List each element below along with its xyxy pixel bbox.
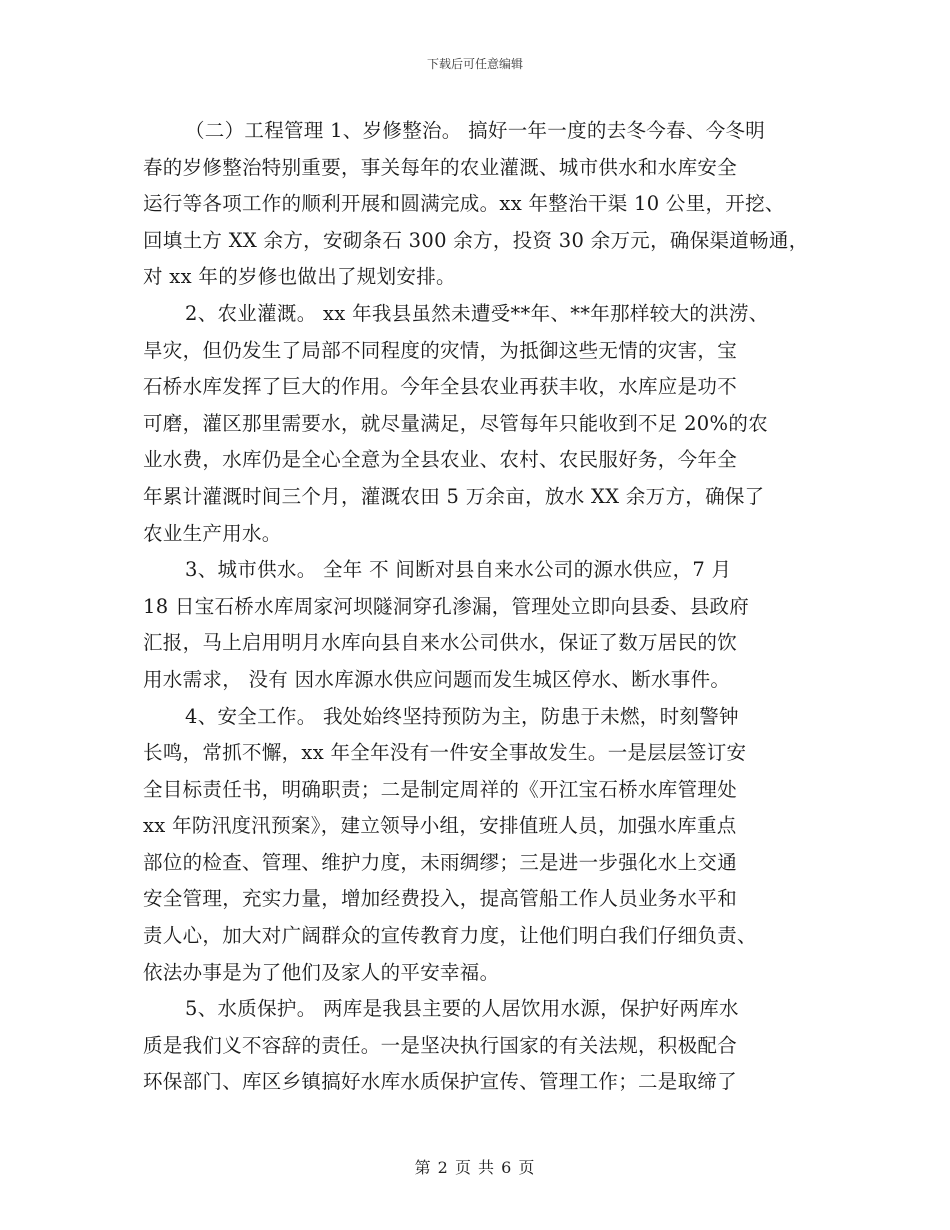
- text-line: 5、水质保护。 两库是我县主要的人居饮用水源，保护好两库水: [185, 997, 739, 1021]
- text-line: 依法办事是为了他们及家人的平安幸福。: [143, 960, 500, 984]
- text-line: 对 xx 年的岁修也做出了规划安排。: [143, 265, 456, 289]
- text-line: 环保部门、库区乡镇搞好水库水质保护宣传、管理工作；二是取缔了: [143, 1070, 738, 1094]
- text-line: 农业生产用水。: [143, 521, 282, 545]
- text-line: 年累计灌溉时间三个月，灌溉农田 5 万余亩，放水 XX 余万方，确保了: [143, 484, 765, 508]
- text-line: 4、安全工作。 我处始终坚持预防为主，防患于未燃，时刻警钟: [185, 704, 739, 728]
- text-line: 业水费，水库仍是全心全意为全县农业、农村、农民服好务，今年全: [143, 448, 738, 472]
- text-line: 18 日宝石桥水库周家河坝隧洞穿孔渗漏，管理处立即向县委、县政府: [143, 594, 750, 618]
- text-line: 安全管理，充实力量，增加经费投入，提高管船工作人员业务水平和: [143, 887, 738, 911]
- text-line: 石桥水库发挥了巨大的作用。今年全县农业再获丰收，水库应是功不: [143, 375, 738, 399]
- page-number: 第 2 页 共 6 页: [414, 1158, 536, 1177]
- text-line: xx 年防汛度汛预案》，建立领导小组，安排值班人员，加强水库重点: [143, 814, 737, 838]
- text-line: 3、城市供水。 全年 不 间断对县自来水公司的源水供应，7 月: [185, 558, 732, 582]
- text-line: 2、农业灌溉。 xx 年我县虽然未遭受**年、**年那样较大的洪涝、: [185, 301, 769, 325]
- text-line: 回填土方 XX 余方，安砌条石 300 余方，投资 30 余万元，确保渠道畅通，: [143, 228, 809, 252]
- text-line: 质是我们义不容辞的责任。一是坚决执行国家的有关法规，积极配合: [143, 1033, 738, 1057]
- text-line: 用水需求， 没有 因水库源水供应问题而发生城区停水、断水事件。: [143, 667, 731, 691]
- text-line: 可磨，灌区那里需要水，就尽量满足，尽管每年只能收到不足 20%的农: [143, 411, 768, 435]
- text-line: （二）工程管理 1、岁修整治。 搞好一年一度的去冬今春、今冬明: [185, 119, 766, 142]
- text-line: 部位的检查、管理、维护力度，未雨绸缪；三是进一步强化水上交通: [143, 850, 738, 874]
- text-line: 汇报，马上启用明月水库向县自来水公司供水，保证了数万居民的饮: [143, 631, 738, 655]
- text-line: 运行等各项工作的顺利开展和圆满完成。xx 年整治干渠 10 公里，开挖、: [143, 192, 785, 216]
- text-line: 春的岁修整治特别重要，事关每年的农业灌溉、城市供水和水库安全: [143, 155, 738, 179]
- text-line: 全目标责任书，明确职责；二是制定周祥的《开江宝石桥水库管理处: [143, 777, 738, 801]
- page-header: 下载后可任意编辑: [426, 57, 523, 71]
- text-line: 责人心，加大对广阔群众的宣传教育力度，让他们明白我们仔细负责、: [143, 924, 757, 948]
- document-body: [143, 113, 815, 1101]
- text-line: 长鸣，常抓不懈，xx 年全年没有一件安全事故发生。一是层层签订安: [143, 741, 747, 765]
- text-line: 旱灾，但仍发生了局部不同程度的灾情，为抵御这些无情的灾害，宝: [143, 338, 738, 362]
